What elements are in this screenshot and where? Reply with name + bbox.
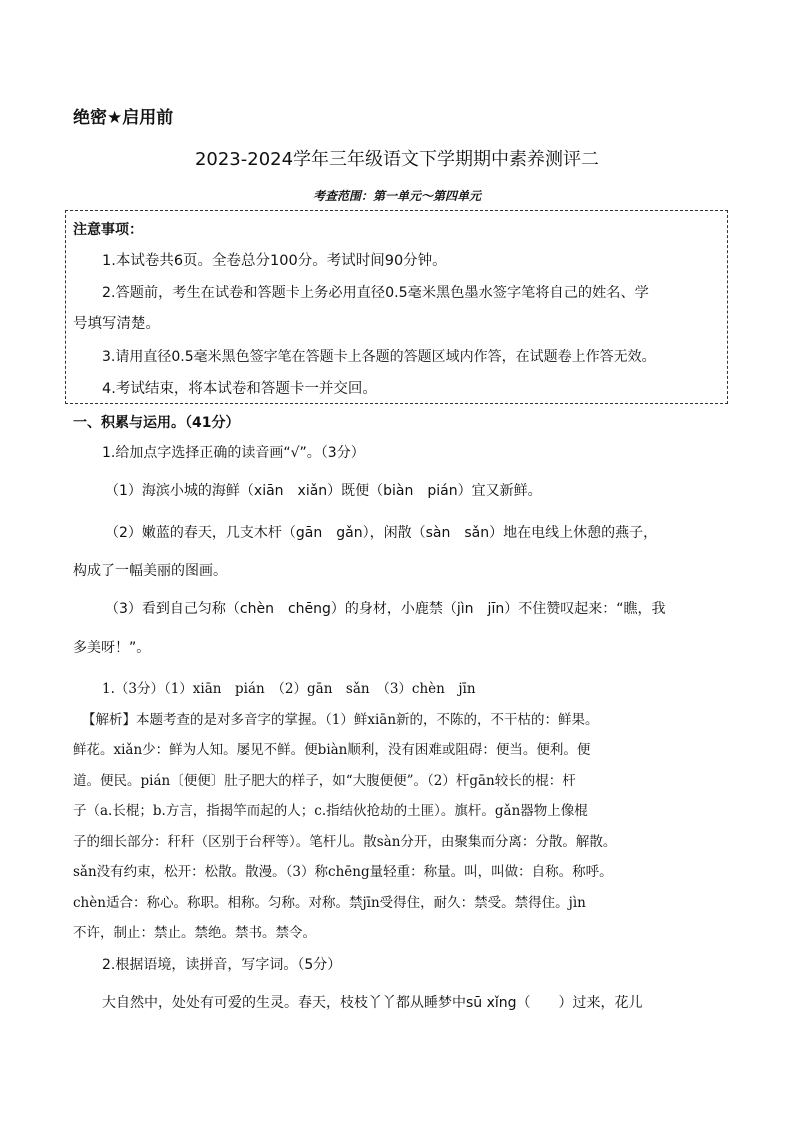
notice-item-1: 1.本试卷共6页。全卷总分100分。考试时间90分钟。 — [102, 253, 447, 269]
question-2-prompt: 2.根据语境，读拼音，写字词。（5分） — [102, 957, 342, 973]
question-1-prompt: 1.给加点字选择正确的读音画“√”。（3分） — [102, 445, 365, 461]
notice-item-3: 3.请用直径0.5毫米黑色签字笔在答题卡上各题的答题区域内作答，在试题卷上作答无效。 — [102, 349, 656, 365]
notice-box — [65, 210, 728, 404]
analysis-line-5: 子的细长部分：秆秆（区别于台秤等）。笔杆儿。散sàn分开，由聚集而分离：分散。解散。 — [73, 834, 617, 850]
analysis-line-2: 鲜花。xiǎn少：鲜为人知。屡见不鲜。便biàn顺利，没有困难或阻碍：便当。便利。便 — [73, 742, 591, 758]
notice-item-2-cont: 号填写清楚。 — [73, 316, 160, 332]
analysis-line-1: 【解析】本题考查的是对多音字的掌握。（1）鲜xiān新的，不陈的，不干枯的：鲜果。 — [82, 712, 599, 728]
notice-item-4: 4.考试结束，将本试卷和答题卡一并交回。 — [102, 381, 377, 397]
analysis-line-4: 子（a.长棍；b.方言，指揭竿而起的人；c.指结伙抢劫的土匪）。旗杆。gǎn器物上像棍 — [73, 803, 588, 819]
question-1-item-3-cont: 多美呀！”。 — [73, 640, 151, 656]
question-1-item-2-cont: 构成了一幅美丽的图画。 — [73, 563, 227, 579]
question-1-item-1: （1）海滨小城的海鲜（xiān xiǎn）既便（biàn pián）宜又新鲜。 — [105, 483, 542, 499]
question-1-item-3: （3）看到自己匀称（chèn chēng）的身材，小鹿禁（jìn jīn）不住赞叹起来：“瞧，我 — [105, 601, 666, 617]
analysis-line-8: 不许，制止：禁止。禁绝。禁书。禁令。 — [73, 925, 316, 941]
notice-heading: 注意事项： — [73, 222, 143, 238]
analysis-line-6: sǎn没有约束，松开：松散。散漫。（3）称chēng量轻重：称量。叫，叫做：自称。称呼。 — [73, 864, 613, 880]
analysis-line-3: 道。便民。pián〔便便〕肚子肥大的样子，如“大腹便便”。（2）杆gān较长的棍：杆 — [73, 773, 576, 789]
section-1-heading: 一、积累与运用。（41分） — [73, 415, 240, 431]
exam-scope: 考查范围：第一单元～第四单元 — [312, 189, 481, 203]
question-1-item-2: （2）嫩蓝的春天，几支木杆（gān gǎn），闲散（sàn sǎn）地在电线上休憩的燕子， — [105, 525, 658, 541]
analysis-line-7: chèn适合：称心。称职。相称。匀称。对称。禁jīn受得住，耐久：禁受。禁得住。jìn — [73, 895, 586, 911]
secret-label: 绝密★启用前 — [73, 108, 174, 128]
question-2-text: 大自然中，处处有可爱的生灵。春天，枝枝丫丫都从睡梦中sū xǐng（ ）过来，花儿 — [102, 995, 643, 1011]
question-1-answer: 1.（3分）（1）xiān pián （2）gān sǎn （3）chèn jīn — [102, 681, 476, 697]
notice-item-2: 2.答题前，考生在试卷和答题卡上务必用直径0.5毫米黑色墨水签字笔将自己的姓名、学 — [102, 285, 649, 301]
exam-title: 2023-2024学年三年级语文下学期期中素养测评二 — [194, 149, 600, 170]
